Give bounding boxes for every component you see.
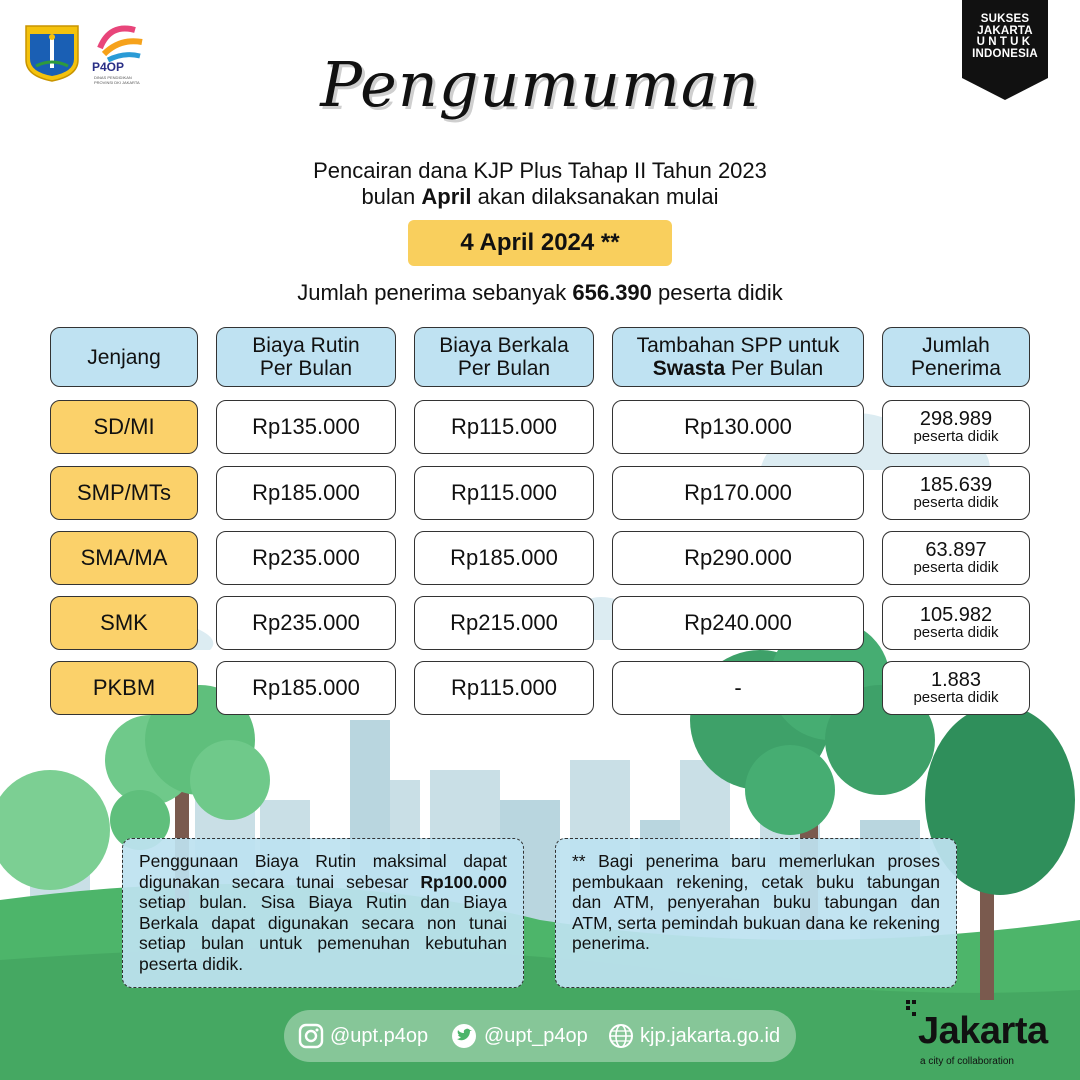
jumlah-penerima-cell: [882, 531, 1030, 585]
p4op-label: P4OP: [92, 60, 125, 74]
recipient-total-post: peserta didik: [651, 280, 783, 305]
biaya-rutin-cell: Rp185.000: [216, 661, 396, 715]
sukses-badge-text: [962, 14, 1048, 60]
header-text: Per Bulan: [259, 357, 353, 380]
header-text: Biaya Berkala: [439, 334, 569, 357]
biaya-berkala-cell: Rp215.000: [414, 596, 594, 650]
biaya-rutin-cell: Rp235.000: [216, 596, 396, 650]
header-swasta: Swasta: [652, 357, 726, 380]
header-text: Jumlah: [922, 334, 990, 357]
header-jenjang: Jenjang: [50, 327, 198, 387]
instagram-link[interactable]: [298, 1023, 428, 1049]
tambahan-spp-cell: Rp290.000: [612, 531, 864, 585]
note-penerima-baru: ** Bagi penerima baru memerlukan proses pembukaan rekening, cetak buku tabungan dan ATM, penyerahan buku tabungan dan ATM, serta pemindah bukuan dana ke rekening penerima.: [555, 838, 957, 988]
header-text: [653, 357, 823, 380]
website-url: kjp.jakarta.go.id: [640, 1024, 781, 1047]
level-cell: SD/MI: [50, 400, 198, 454]
recipient-count: 105.982: [919, 604, 993, 626]
level-cell: SMK: [50, 596, 198, 650]
header-text: Biaya Rutin: [252, 334, 360, 357]
note-text: Penggunaan Biaya Rutin maksimal dapat digunakan secara tunai sebesar: [139, 851, 507, 892]
header-text: Per Bulan: [725, 357, 824, 380]
recipient-count: 63.897: [925, 539, 987, 561]
tambahan-spp-cell: Rp170.000: [612, 466, 864, 520]
header-jumlah-penerima: [882, 327, 1030, 387]
note-biaya-rutin: [122, 838, 524, 988]
recipient-count: 298.989: [919, 408, 993, 430]
biaya-berkala-cell: Rp115.000: [414, 661, 594, 715]
intro-line-2: [0, 184, 1080, 210]
badge-line: JAKARTA: [977, 24, 1033, 37]
instagram-icon: [298, 1023, 324, 1049]
recipient-total-number: 656.390: [572, 280, 652, 305]
tambahan-spp-cell: Rp240.000: [612, 596, 864, 650]
instagram-handle: @upt.p4op: [330, 1024, 429, 1047]
start-date-badge: 4 April 2024 **: [408, 220, 672, 266]
level-cell: SMP/MTs: [50, 466, 198, 520]
header-biaya-rutin: [216, 327, 396, 387]
header-biaya-berkala: [414, 327, 594, 387]
recipient-unit: peserta didik: [913, 689, 999, 706]
tambahan-spp-cell: Rp130.000: [612, 400, 864, 454]
note-amount: Rp100.000: [420, 871, 507, 892]
biaya-berkala-cell: Rp115.000: [414, 400, 594, 454]
level-cell: PKBM: [50, 661, 198, 715]
header-tambahan-spp: [612, 327, 864, 387]
intro-line-2-post: akan dilaksanakan mulai: [471, 184, 719, 209]
jakarta-tagline: a city of collaboration: [920, 1056, 1014, 1067]
badge-line: SUKSES: [980, 13, 1030, 25]
level-cell: SMA/MA: [50, 531, 198, 585]
recipient-total-pre: Jumlah penerima sebanyak: [297, 280, 573, 305]
note-text: setiap bulan. Sisa Biaya Rutin dan Biaya Berkala dapat digunakan secara non tunai setiap bulan untuk pemenuhan kebutuhan peserta didik.: [139, 892, 507, 974]
recipient-count: 1.883: [930, 669, 982, 691]
jumlah-penerima-cell: [882, 400, 1030, 454]
recipient-unit: peserta didik: [913, 428, 999, 445]
badge-line: UNTUK: [976, 36, 1034, 48]
jumlah-penerima-cell: [882, 596, 1030, 650]
biaya-rutin-cell: Rp135.000: [216, 400, 396, 454]
header-text: Tambahan SPP untuk: [636, 334, 840, 357]
jumlah-penerima-cell: [882, 466, 1030, 520]
biaya-berkala-cell: Rp185.000: [414, 531, 594, 585]
recipient-count: 185.639: [919, 474, 993, 496]
header-text: Penerima: [911, 357, 1001, 380]
biaya-rutin-cell: Rp235.000: [216, 531, 396, 585]
twitter-link[interactable]: [450, 1023, 588, 1049]
header-text: Per Bulan: [457, 357, 551, 380]
jakarta-logo: Jakarta: [918, 1010, 1048, 1052]
intro-line-1: Pencairan dana KJP Plus Tahap II Tahun 2023: [313, 158, 767, 183]
twitter-icon: [450, 1023, 478, 1049]
intro-month: April: [421, 184, 472, 209]
recipient-unit: peserta didik: [913, 494, 999, 511]
website-link[interactable]: [608, 1023, 780, 1049]
recipient-unit: peserta didik: [913, 624, 999, 641]
intro-line-2-pre: bulan: [361, 184, 422, 209]
biaya-rutin-cell: Rp185.000: [216, 466, 396, 520]
page-title: Pengumuman: [320, 48, 760, 121]
globe-icon: [608, 1023, 634, 1049]
jumlah-penerima-cell: [882, 661, 1030, 715]
badge-line: INDONESIA: [972, 47, 1038, 60]
recipient-total: [0, 280, 1080, 306]
p4op-sub: DINAS PENDIDIKAN PROVINSI DKI JAKARTA: [94, 75, 140, 85]
recipient-unit: peserta didik: [913, 559, 999, 576]
tambahan-spp-cell: -: [612, 661, 864, 715]
twitter-handle: @upt_p4op: [484, 1024, 588, 1047]
biaya-berkala-cell: Rp115.000: [414, 466, 594, 520]
